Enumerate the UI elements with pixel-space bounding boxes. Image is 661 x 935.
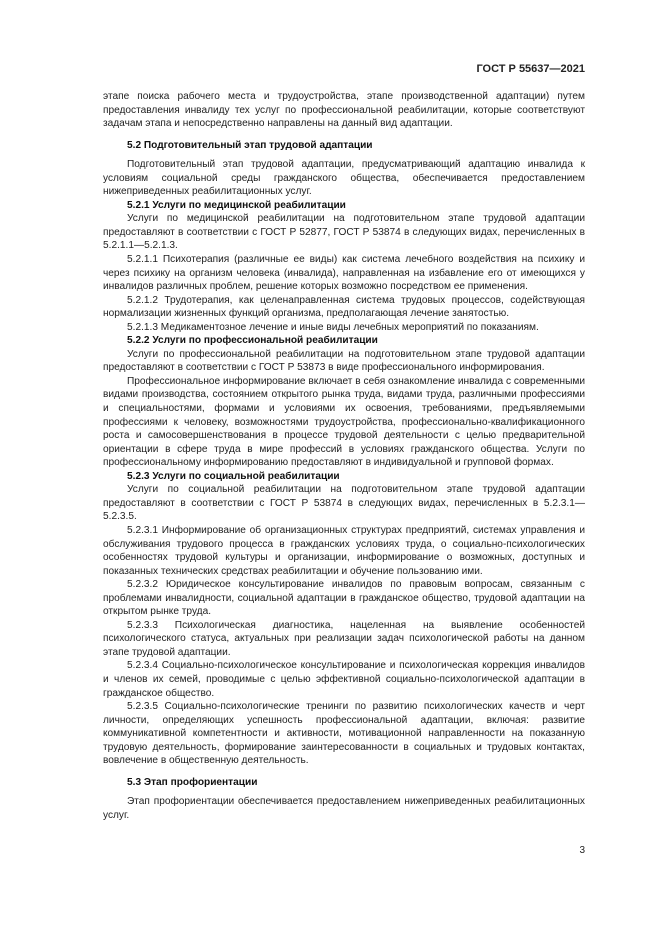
paragraph-5-2-3-5: 5.2.3.5 Социально-психологические тренинги по развитию психологических качеств и черт личности, определяющих успешность профессиональной адаптации, включая: развитие коммуникативной компетентности и активности, мотивационной направленности на показанную трудовую деятельность, формирование заинтересованности в социальных и трудовых контактах, вовлечение в общественную деятельность.	[103, 701, 585, 767]
paragraph-5-2-3-3: 5.2.3.3 Психологическая диагностика, нацеленная на выявление особенностей психологического статуса, актуальных при реализации задач психологической работы на данном этапе трудовой адаптации.	[103, 619, 585, 658]
section-heading-5-2-3: 5.2.3 Услуги по социальной реабилитации	[127, 470, 340, 482]
paragraph-5-2-1: Услуги по медицинской реабилитации на подготовительном этапе трудовой адаптации предоставляют в соответствии с ГОСТ Р 52877, ГОСТ Р 53874 в следующих видах, перечисленных в 5.2.1.1—5.2.1.3.	[103, 213, 585, 252]
paragraph-5-2-1-2: 5.2.1.2 Трудотерапия, как целенаправленная система трудовых процессов, содействующая нормализации жизненных функций организма, предполагающая лечение занятостью.	[103, 294, 585, 320]
section-heading-5-2: 5.2 Подготовительный этап трудовой адаптации	[127, 139, 373, 151]
paragraph-5-2-2-a: Услуги по профессиональной реабилитации на подготовительном этапе трудовой адаптации предоставляют в соответствии с ГОСТ Р 53873 в виде профессионального информирования.	[103, 348, 585, 374]
paragraph-5-2-3-2: 5.2.3.2 Юридическое консультирование инвалидов по правовым вопросам, связанным с проблемами инвалидности, социальной адаптации в гражданское общество, трудовой адаптации на открытом рынке труда.	[103, 579, 585, 618]
paragraph-5-2-3-1: 5.2.3.1 Информирование об организационных структурах предприятий, системах управления и обслуживания трудового процесса в гражданских условиях труда, о социально-психологических особенностях трудовой культуры и организации, информирование о возможных, доступных и показанных технических средствах реабилитации и обучение пользованию ими.	[103, 524, 585, 577]
section-heading-5-2-2: 5.2.2 Услуги по профессиональной реабилитации	[127, 335, 378, 347]
document-body	[103, 90, 585, 822]
paragraph-5-2-1-3: 5.2.1.3 Медикаментозное лечение и иные виды лечебных мероприятий по показаниям.	[127, 321, 539, 333]
paragraph-5-3: Этап профориентации обеспечивается предоставлением нижеприведенных реабилитационных услуг.	[103, 796, 585, 821]
document-id: ГОСТ Р 55637—2021	[476, 63, 585, 75]
paragraph-5-2-3-4: 5.2.3.4 Социально-психологическое консультирование и психологическая коррекция инвалидов и членов их семей, проводимые с целью эффективной социально-психологической адаптации в гражданское общество.	[103, 660, 585, 699]
page-number: 3	[579, 845, 585, 856]
section-heading-5-2-1: 5.2.1 Услуги по медицинской реабилитации	[127, 199, 346, 211]
paragraph-5-2-2-b: Профессиональное информирование включает в себя ознакомление инвалида с современными видами производства, состоянием открытого рынка труда, видами труда, различными профессиями и специальностями, формами и условиями их освоения, требованиями, предъявляемыми профессиями к человеку, возможностями трудоустройства, профессионально-квалификационного роста и самосовершенствования в процессе трудовой деятельности с целью предварительной ориентации в сфере труда в мире профессий в условиях гражданского общества. Услуги по профессиональному информированию предоставляют в индивидуальной и групповой формах.	[103, 375, 585, 469]
paragraph-5-2-1-1: 5.2.1.1 Психотерапия (различные ее виды) как система лечебного воздействия на психику и через психику на организм человека (инвалида), направленная на избавление его от имеющихся у инвалидов различных проблем, решение которых возможно посредством ее применения.	[103, 254, 585, 293]
paragraph-5-2: Подготовительный этап трудовой адаптации, предусматривающий адаптацию инвалида к условиям социальной среды гражданского общества, обеспечивается предоставлением нижеприведенных реабилитационных услуг.	[103, 159, 585, 198]
paragraph-continuation: этапе поиска рабочего места и трудоустройства, этапе производственной адаптации) путем предоставления инвалиду тех услуг по профессиональной реабилитации, которые соответствуют задачам этапа и непосредственно направлены на данный вид адаптации.	[103, 91, 585, 130]
paragraph-5-2-3: Услуги по социальной реабилитации на подготовительном этапе трудовой адаптации предоставляют в соответствии с ГОСТ Р 53874 в следующих видах, перечисленных в 5.2.3.1—5.2.3.5.	[103, 484, 585, 523]
section-heading-5-3: 5.3 Этап профориентации	[127, 776, 258, 788]
